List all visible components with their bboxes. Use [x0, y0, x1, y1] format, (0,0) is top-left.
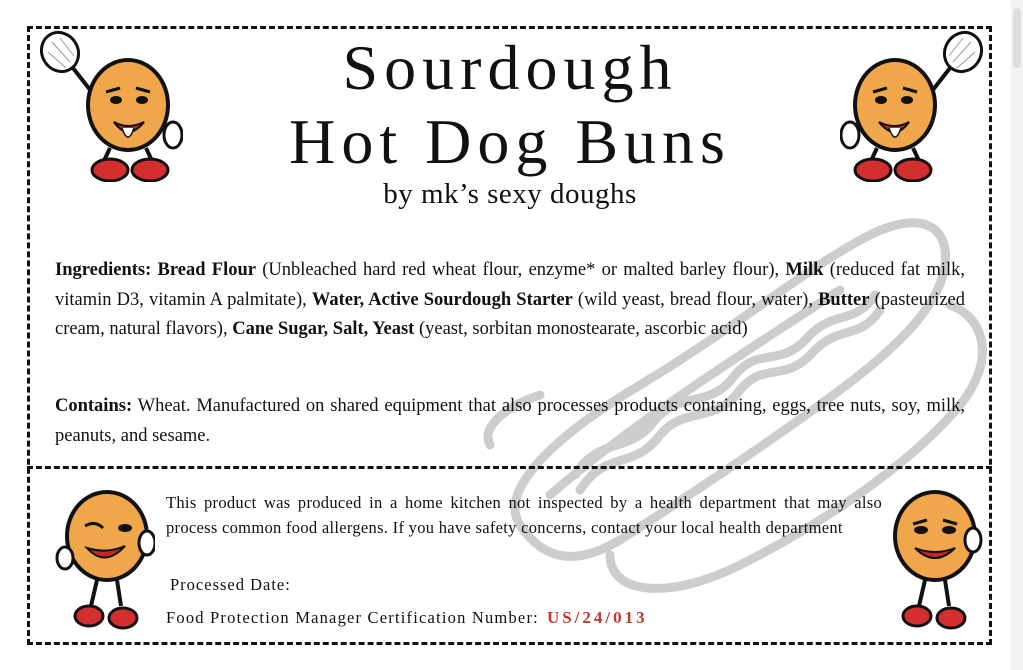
home-kitchen-disclaimer: This product was produced in a home kitchen not inspected by a health department that may also process common food allergens. If you have safety concerns, contact your local health department [166, 493, 882, 537]
certification-label: Food Protection Manager Certification Number: [166, 608, 539, 627]
ingredient-detail: (yeast, sorbitan monostearate, ascorbic acid) [414, 319, 748, 339]
ingredient-name: Cane Sugar, Salt, Yeast [232, 319, 415, 339]
ingredient-detail: (wild yeast, bread flour, water), [572, 289, 819, 310]
ingredient-name: Butter [818, 289, 870, 310]
ingredient-name: Milk [785, 260, 824, 280]
ingredients-paragraph [55, 256, 965, 345]
label-title-line2: Hot Dog Buns [289, 106, 731, 177]
scrollbar-thumb[interactable] [1013, 8, 1021, 68]
allergen-statement [55, 392, 965, 451]
processed-date-label: Processed Date: [170, 575, 291, 594]
bread-mascot-smiling-icon [885, 488, 985, 633]
bread-mascot-icon [38, 30, 183, 182]
certification-number: US/24/013 [546, 608, 648, 627]
section-divider [27, 466, 992, 469]
label-title-line1: Sourdough [342, 32, 678, 103]
contains-text: Wheat. Manufactured on shared equipment that also processes products containing, eggs, tree nuts, soy, milk, peanuts, and sesame. [55, 396, 965, 446]
ingredient-detail: (pasteurized cream, natural flavors), [55, 289, 966, 339]
contains-heading: Contains: [55, 396, 133, 416]
label-byline: by mk’s sexy doughs [383, 178, 637, 210]
ingredients-heading: Ingredients: [55, 260, 152, 280]
processed-date [170, 575, 291, 595]
ingredient-name: Bread Flour [157, 260, 256, 280]
certification-line [166, 608, 648, 628]
ingredient-detail: (Unbleached hard red wheat flour, enzyme* or malted barley flour), [255, 260, 786, 280]
bread-mascot-icon [840, 30, 985, 182]
ingredient-detail: (reduced fat milk, vitamin D3, vitamin A palmitate), [55, 260, 965, 310]
bread-mascot-winking-icon [55, 488, 155, 633]
ingredient-name: Water, Active Sourdough Starter [311, 289, 573, 310]
scrollbar-track[interactable] [1011, 0, 1023, 670]
